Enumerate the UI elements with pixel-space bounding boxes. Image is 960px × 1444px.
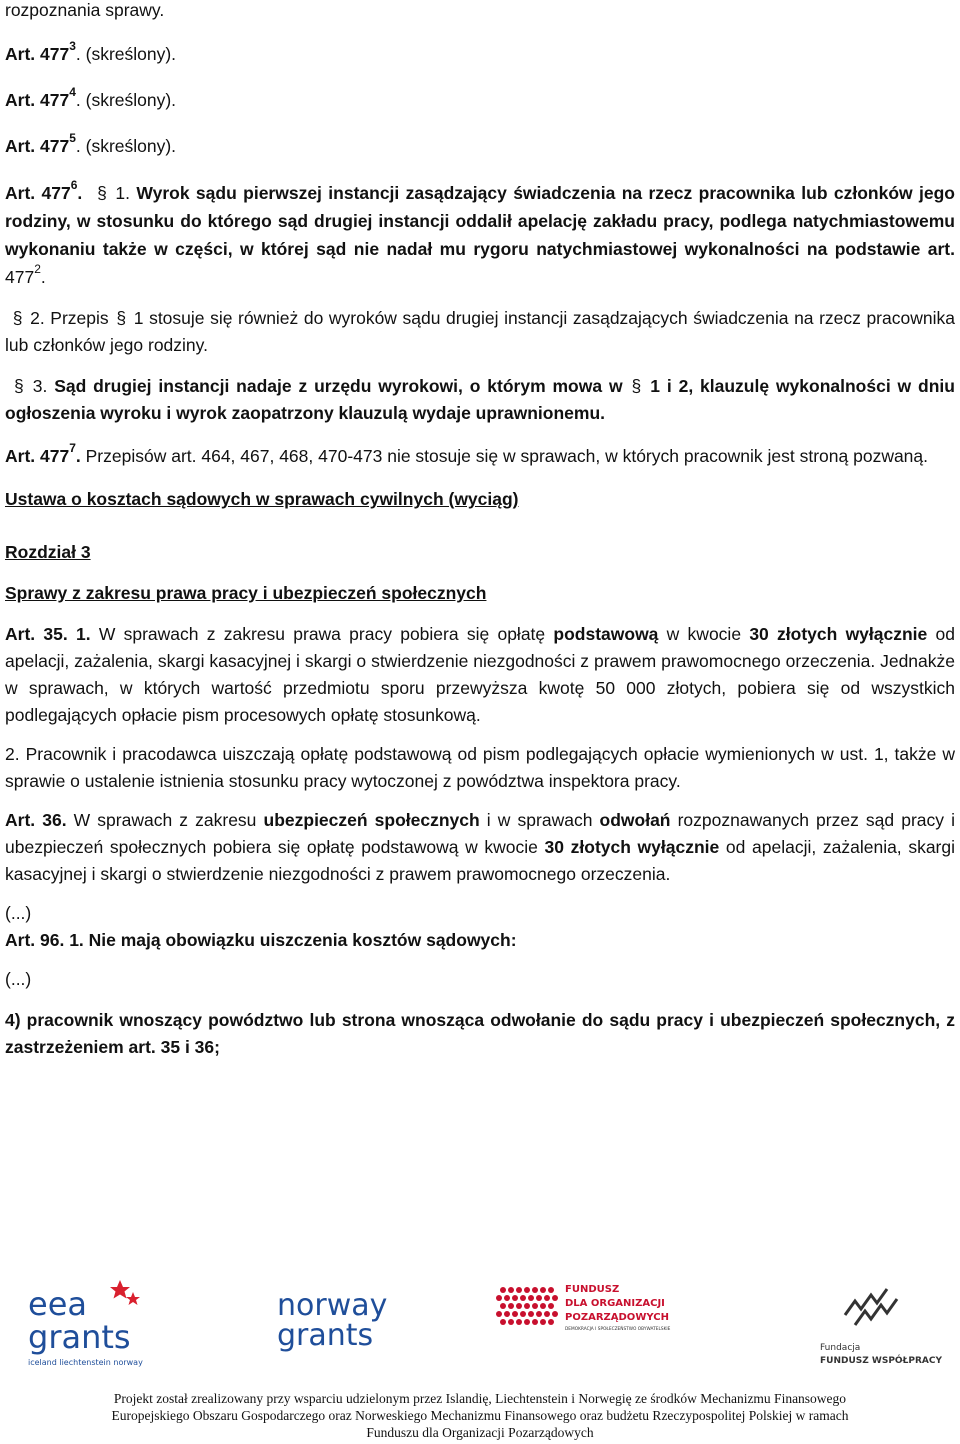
article-body: Wyrok sądu pierwszej instancji zasądzający świadczenia na rzecz pracownika lub członków jego rodziny, w stosunku do którego sąd drugiej instancji oddalił apelację zakładu pracy, podlega natychmiastowemu wykonaniu także w części, w której sąd nie nadał mu rygoru natychmiastowej wykonalności na podstawie art. xyxy=(5,183,955,259)
paragraph-symbol: § xyxy=(97,183,107,203)
grants-word: grants xyxy=(277,1318,374,1353)
fundacja-word: Fundacja xyxy=(820,1343,861,1353)
emphasis: ubezpieczeń społecznych xyxy=(263,810,480,830)
ellipsis xyxy=(5,900,955,927)
pozarzadowych-word: POZARZĄDOWYCH xyxy=(565,1312,669,1323)
paragraph-symbol: § xyxy=(12,308,23,328)
grants-word: grants xyxy=(28,1318,131,1356)
norway-word: norway xyxy=(277,1288,388,1323)
fundusz-word: FUNDUSZ xyxy=(565,1284,620,1295)
emphasis: podstawową xyxy=(553,624,659,644)
article-4777 xyxy=(5,443,955,470)
chapter-number: Rozdział 3 xyxy=(5,542,91,562)
article-text: . xyxy=(77,183,83,203)
article-body: Art. 96. 1. Nie mają obowiązku uiszczenia kosztów sądowych: xyxy=(5,930,517,950)
article-text: . xyxy=(40,267,46,287)
ellipsis-text: (...) xyxy=(5,903,32,923)
footer-line: Europejskiego Obszaru Gospodarczego oraz Norweskiego Mechanizmu Finansowego oraz budżetu Rzeczypospolitej Polskiej w ramach xyxy=(111,1408,849,1423)
demokracja-tagline: DEMOKRACJA I SPOŁECZEŃSTWO OBYWATELSKIE xyxy=(565,1327,671,1332)
article-superscript: 2 xyxy=(34,262,41,277)
list-number: 4) xyxy=(5,1010,21,1030)
paragraph-2 xyxy=(5,305,955,359)
article-body: rozpoznawanych przez sąd pracy i ubezpieczeń społecznych pobiera się opłatę podstawową w kwocie xyxy=(5,810,956,857)
paragraph-text: Sąd drugiej instancji nadaje z urzędu wyrokowi, o którym mowa w xyxy=(54,376,623,396)
article-superscript: 6 xyxy=(70,178,78,193)
paragraph-text: Przepis xyxy=(50,308,109,328)
article-body: od apelacji, zażalenia, skargi kasacyjnej i skargi o stwierdzenie niezgodności z prawem prawomocnego orzeczenia. Jednakże w sprawach, w których wartość przedmiotu sporu przewyższa kwotę 50 000 złotych, pobiera się od wszystkich podlegających opłacie pism procesowych opłatę stosunkową. xyxy=(5,624,955,725)
article-4776 xyxy=(5,179,955,291)
wings-icon xyxy=(845,1289,897,1325)
paragraph-number: 2. xyxy=(30,308,45,328)
paragraph-symbol: § xyxy=(631,376,642,396)
article-label: Art. 477 xyxy=(5,183,71,203)
list-text: pracownik wnoszący powództwo lub strona wnosząca odwołanie do sądu pracy i ubezpieczeń społecznych, z zastrzeżeniem art. 35 i 36; xyxy=(5,1010,955,1057)
section-title xyxy=(5,486,955,513)
statute-title: Ustawa o kosztach sądowych w sprawach cywilnych (wyciąg) xyxy=(5,489,519,509)
paragraph-symbol: § xyxy=(116,308,127,328)
paragraph-3 xyxy=(5,373,955,427)
footer-line: Projekt został zrealizowany przy wsparciu udzielonym przez Islandię, Liechtenstein i Norwegię ze środków Mechanizmu Finansowego xyxy=(113,1391,847,1406)
article-body: i w sprawach xyxy=(479,810,600,830)
footer xyxy=(0,1390,960,1441)
article-text: . (skreślony). xyxy=(75,44,177,64)
paragraph-number: 3. xyxy=(32,376,48,396)
article-reference: 477 xyxy=(5,267,35,287)
article-body: w kwocie xyxy=(658,624,750,644)
paragraph-text: 1 stosuje się również do wyroków sądu drugiej instancji zasądzających świadczenia na rzecz pracownika lub członków jego rodziny. xyxy=(5,308,955,355)
list-item-4 xyxy=(5,1007,955,1061)
article-superscript: 4 xyxy=(69,85,76,100)
article-35 xyxy=(5,621,955,729)
article-text: . xyxy=(75,446,81,466)
paragraph-symbol: § xyxy=(13,376,24,396)
text-line xyxy=(5,0,955,24)
article-body: W sprawach z zakresu prawa pracy pobiera się opłatę xyxy=(90,624,554,644)
article-body: W sprawach z zakresu xyxy=(66,810,264,830)
chapter-title xyxy=(5,580,955,607)
eea-grants-logo xyxy=(20,1270,180,1370)
article-superscript: 3 xyxy=(69,39,76,54)
document-body xyxy=(5,0,955,1061)
norway-grants-logo xyxy=(275,1270,405,1370)
article-superscript: 7 xyxy=(69,441,76,456)
article-label: Art. 477 xyxy=(5,136,70,156)
eea-word: eea xyxy=(28,1285,87,1323)
footer-line: Funduszu dla Organizacji Pozarządowych xyxy=(366,1425,594,1440)
text-fragment: rozpoznania sprawy. xyxy=(5,0,165,20)
article-35-2 xyxy=(5,741,955,795)
article-label: Art. 477 xyxy=(5,44,70,64)
chapter-title-text: Sprawy z zakresu prawa pracy i ubezpieczeń społecznych xyxy=(5,583,487,603)
article-superscript: 5 xyxy=(69,131,76,146)
emphasis: 30 złotych wyłącznie xyxy=(749,624,928,644)
ellipsis-text: (...) xyxy=(5,969,32,989)
article-label: Art. 477 xyxy=(5,90,70,110)
article-36 xyxy=(5,807,955,888)
eea-stars-icon xyxy=(110,1280,140,1305)
fundusz-ngo-logo xyxy=(495,1270,685,1370)
article-96 xyxy=(5,927,955,954)
article-4773 xyxy=(5,41,955,68)
article-label: Art. 36. xyxy=(5,810,67,830)
eea-countries: iceland liechtenstein norway xyxy=(28,1358,143,1367)
article-body: 2. Pracownik i pracodawca uiszczają opłatę podstawową od pism podlegających opłacie wymienionych w ust. 1, także w sprawie o ustalenie istnienia stosunku pracy wytoczonej z powództwa inspektora pracy. xyxy=(5,744,955,791)
article-body: Przepisów art. 464, 467, 468, 470-473 nie stosuje się w sprawach, w których pracownik jest stroną pozwaną. xyxy=(80,446,929,466)
ellipsis xyxy=(5,966,955,993)
article-label: Art. 35. 1. xyxy=(5,624,91,644)
paragraph-text: 1 i 2, klauzulę wykonalności w dniu ogłoszenia wyroku i wyrok zaopatrzony klauzulą wydaje uprawnionemu. xyxy=(5,376,955,423)
article-body: od apelacji, zażalenia, skargi kasacyjnej i skargi o stwierdzenie niezgodności z prawem prawomocnego orzeczenia. xyxy=(5,837,955,884)
chapter-heading xyxy=(5,539,955,566)
emphasis: 30 złotych wyłącznie xyxy=(544,837,720,857)
sponsor-logos xyxy=(0,1270,960,1370)
article-label: Art. 477 xyxy=(5,446,70,466)
fundusz-wspolpracy-logo xyxy=(815,1270,945,1370)
article-text: . (skreślony). xyxy=(75,90,177,110)
dots-icon xyxy=(496,1287,558,1325)
article-text: . (skreślony). xyxy=(75,136,177,156)
paragraph-number: 1. xyxy=(115,183,131,203)
emphasis: odwołań xyxy=(599,810,671,830)
article-4775 xyxy=(5,133,955,160)
dla-organizacji-word: DLA ORGANIZACJI xyxy=(565,1298,665,1309)
fundusz-wspolpracy-word: FUNDUSZ WSPÓŁPRACY xyxy=(820,1356,942,1366)
article-4774 xyxy=(5,87,955,114)
